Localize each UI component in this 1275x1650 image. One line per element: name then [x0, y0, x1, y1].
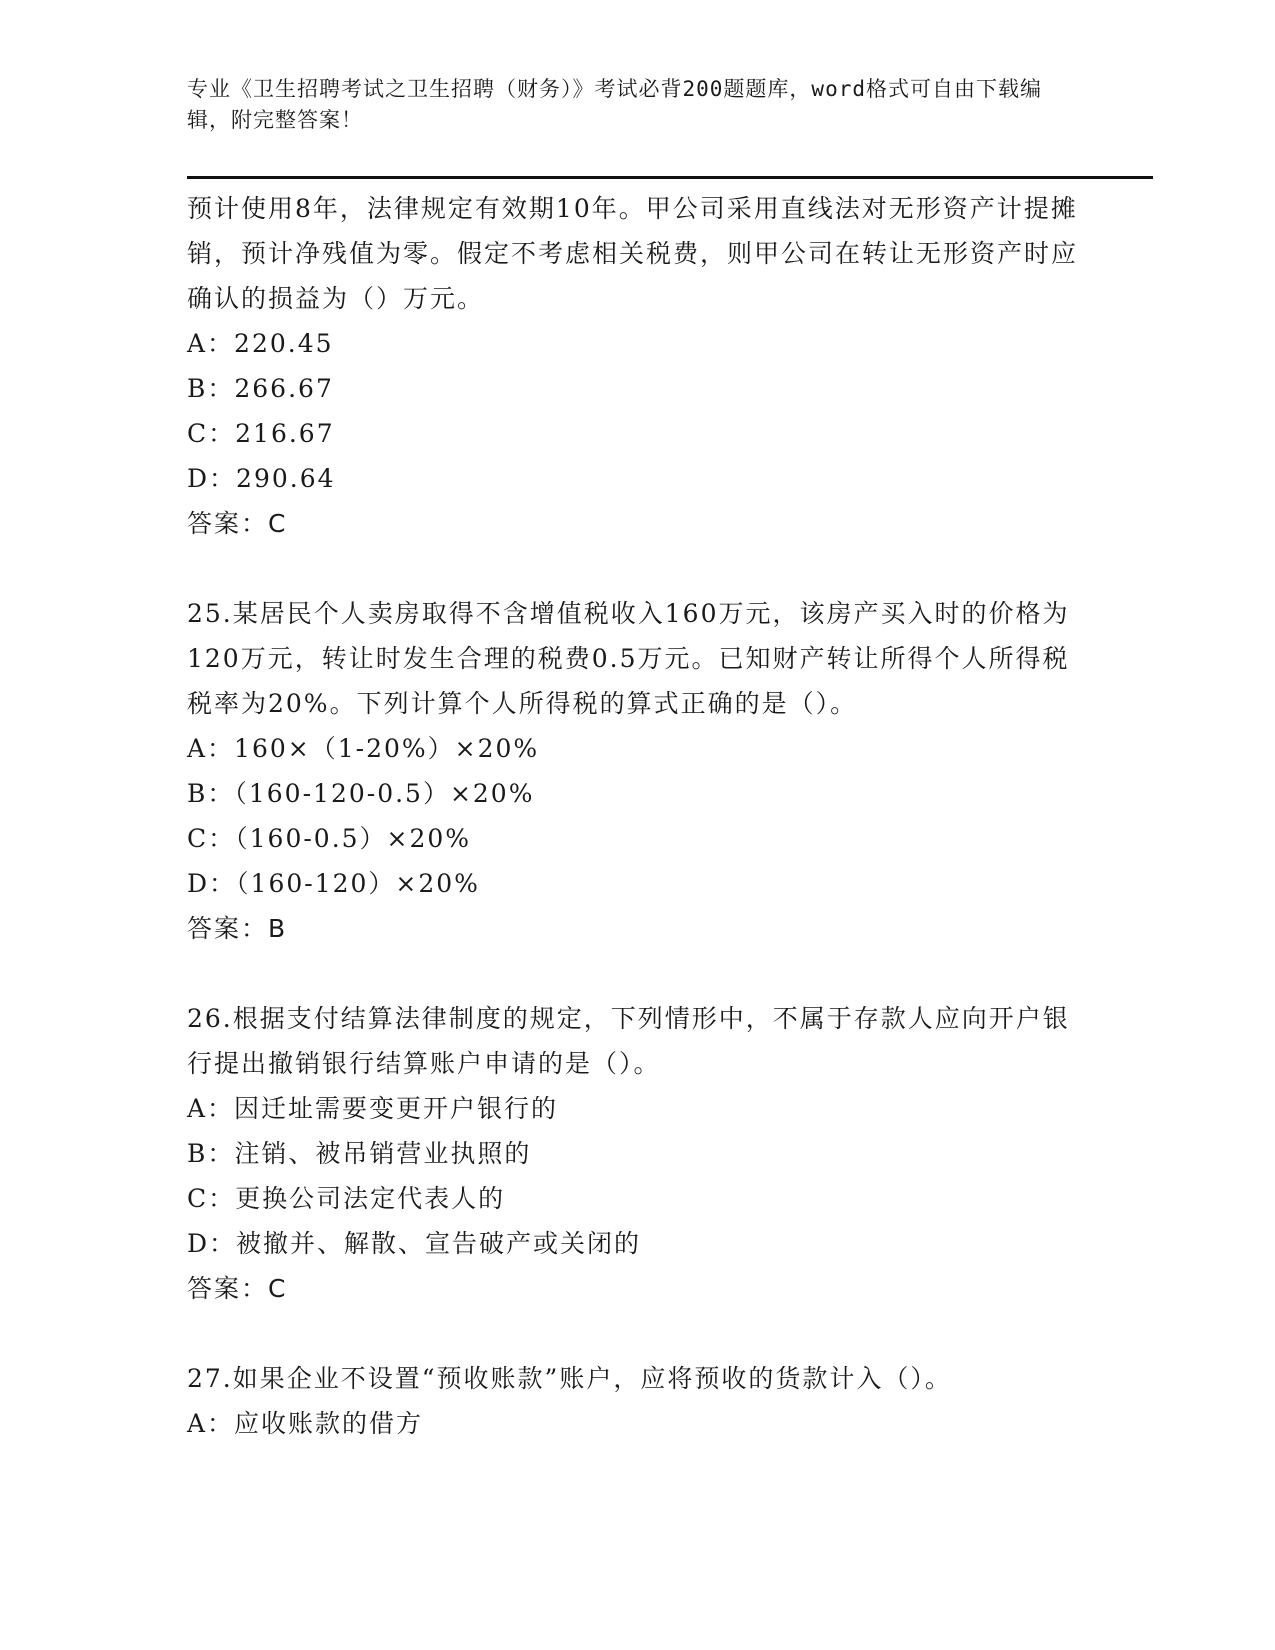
- option-c: C：216.67: [187, 419, 335, 448]
- option-b: B：266.67: [187, 374, 334, 403]
- answer-line: 答案：C: [187, 1274, 288, 1303]
- option-d: D：（160-120）×20%: [187, 869, 480, 898]
- question-text: 25.某居民个人卖房取得不含增值税收入160万元，该房产买入时的价格为120万元，转让时发生合理的税费0.5万元。已知财产转让所得个人所得税税率为20%。下列计算个人所得税的算式正确的是（）。: [187, 599, 1070, 718]
- answer-line: 答案：B: [187, 914, 288, 943]
- answer-line: 答案：C: [187, 509, 288, 538]
- question-text: 26.根据支付结算法律制度的规定，下列情形中，不属于存款人应向开户银行提出撤销银行结算账户申请的是（）。: [187, 1004, 1070, 1078]
- option-a: A：应收账款的借方: [187, 1409, 424, 1438]
- document-body: [187, 186, 1087, 1446]
- option-c: C：更换公司法定代表人的: [187, 1184, 506, 1213]
- question-text: 27.如果企业不设置“预收账款”账户，应将预收的货款计入（）。: [187, 1364, 952, 1393]
- option-a: A：160×（1-20%）×20%: [187, 734, 540, 763]
- option-c: C：（160-0.5）×20%: [187, 824, 472, 853]
- option-b: B：（160-120-0.5）×20%: [187, 779, 535, 808]
- option-a: A：220.45: [187, 329, 334, 358]
- document-header: [187, 74, 1067, 136]
- question-text: 预计使用8年，法律规定有效期10年。甲公司采用直线法对无形资产计提摊销，预计净残值为零。假定不考虑相关税费，则甲公司在转让无形资产时应确认的损益为（）万元。: [187, 194, 1079, 313]
- option-d: D：被撤并、解散、宣告破产或关闭的: [187, 1229, 642, 1258]
- header-title: 专业《卫生招聘考试之卫生招聘（财务）》考试必背200题题库，word格式可自由下载编辑，附完整答案！: [187, 77, 1042, 132]
- question-27: [187, 1356, 1087, 1446]
- header-divider: [187, 176, 1153, 179]
- option-a: A：因迁址需要变更开户银行的: [187, 1094, 559, 1123]
- option-d: D：290.64: [187, 464, 336, 493]
- question-continuation: [187, 186, 1087, 546]
- question-26: [187, 996, 1087, 1311]
- question-25: [187, 591, 1087, 951]
- option-b: B：注销、被吊销营业执照的: [187, 1139, 532, 1168]
